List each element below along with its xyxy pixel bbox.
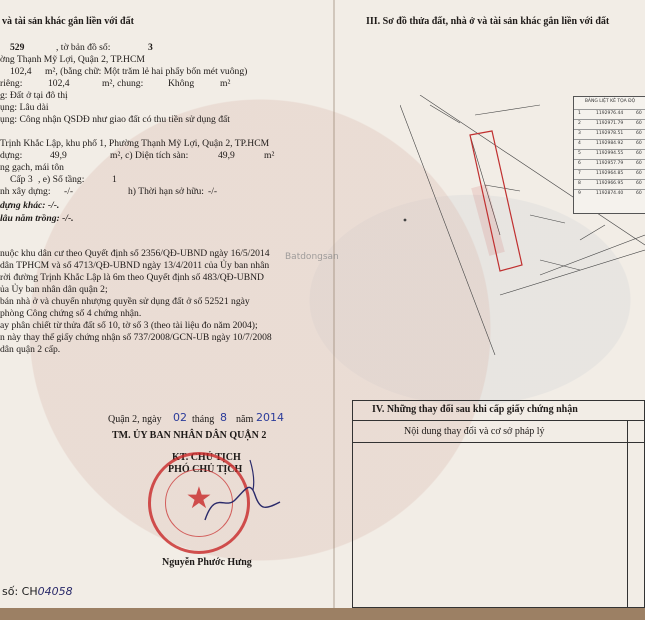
build-year-label: nh xây dựng: <box>0 186 51 197</box>
signature-icon <box>195 450 285 530</box>
issue-month: 8 <box>220 411 227 424</box>
note-line: dân TPHCM và số 4713/QĐ-UBND ngày 13/4/2011 của Ủy ban nhân <box>0 260 270 271</box>
coordinate-table-title: BẢNG LIỆT KÊ TỌA ĐỘ <box>584 99 636 104</box>
land-use-purpose: g: Đất ở tại đô thị <box>0 90 68 101</box>
right-section-title: III. Sơ đồ thửa đất, nhà ở và tài sản khác gắn liền với đất <box>366 16 610 27</box>
building-grade: Cấp 3 <box>10 174 33 185</box>
note-line: nuộc khu dân cư theo Quyết định số 2356/QĐ-UBND ngày 16/5/2014 <box>0 248 270 259</box>
coordinate-table <box>573 96 645 214</box>
private-label: riêng: <box>0 78 23 89</box>
floor-area: 49,9 <box>218 150 235 161</box>
issue-year: 2014 <box>256 411 284 424</box>
build-year: -/- <box>64 186 74 197</box>
left-section-title: và tài sản khác gắn liền với đất <box>2 16 134 27</box>
building-structure: ng gạch, mái tôn <box>0 162 64 173</box>
changes-column-header: Nội dung thay đổi và cơ sở pháp lý <box>404 426 545 437</box>
table-row: 5 1192994.55 60 <box>574 149 645 158</box>
address-line: ờng Thạnh Mỹ Lợi, Quận 2, TP.HCM <box>0 54 145 65</box>
table-row: 6 1192957.79 60 <box>574 159 645 168</box>
changes-title: IV. Những thay đổi sau khi cấp giấy chứng nhận <box>372 404 578 415</box>
building-area: 49,9 <box>50 150 67 161</box>
land-use-origin: ụng: Công nhận QSDĐ như giao đất có thu tiền sử dụng đất <box>0 114 230 125</box>
kt-chairman: KT. CHỦ TỊCH <box>172 452 241 463</box>
house-address: Trịnh Khắc Lập, khu phố 1, Phường Thạnh Mỹ Lợi, Quận 2, TP.HCM <box>0 138 270 149</box>
issue-date-prefix: Quận 2, ngày <box>108 414 162 425</box>
shared-unit: m² <box>220 78 231 89</box>
vice-chairman: PHÓ CHỦ TỊCH <box>168 464 243 475</box>
changes-table <box>352 400 645 608</box>
table-row: 7 1192964.85 60 <box>574 169 645 178</box>
area-in-words: m², (bằng chữ: Một trăm lẻ hai phẩy bốn mét vuông) <box>45 66 248 77</box>
map-sheet-label: , tờ bản đồ số: <box>56 42 111 53</box>
floors-count: 1 <box>112 174 117 185</box>
shared-area: Không <box>168 78 195 89</box>
building-area-label: dựng: <box>0 150 23 161</box>
table-row: 1 1192976.44 60 <box>574 109 645 118</box>
floor-area-label: m², c) Diện tích sàn: <box>110 150 189 161</box>
certificate-serial <box>2 585 73 598</box>
parcel-number: 529 <box>10 42 25 53</box>
table-row: 2 1192971.79 60 <box>574 119 645 128</box>
note-line: phòng Công chứng số 4 chứng nhận. <box>0 308 142 319</box>
issue-year-label: năm <box>236 414 254 425</box>
land-use-term: ụng: Lâu dài <box>0 102 49 113</box>
shared-label: m², chung: <box>102 78 144 89</box>
map-sheet-number: 3 <box>148 42 153 53</box>
floors-label: , e) Số tầng: <box>38 174 85 185</box>
ownership-term: -/- <box>208 186 218 197</box>
watermark: Batdongsan <box>285 252 339 262</box>
signer-name: Nguyễn Phước Hưng <box>162 557 252 568</box>
table-row: 4 1192984.92 60 <box>574 139 645 148</box>
note-line: ủa Ủy ban nhân dân quận 2; <box>0 284 108 295</box>
table-row: 8 1192966.95 60 <box>574 179 645 188</box>
table-row: 3 1192978.51 60 <box>574 129 645 138</box>
star-icon: ★ <box>185 482 213 515</box>
issue-month-label: tháng <box>192 414 215 425</box>
other-construction: dựng khác: -/-. <box>0 200 60 211</box>
ownership-term-label: h) Thời hạn sở hữu: <box>128 186 204 197</box>
perennial-trees: lâu năm trồng: -/-. <box>0 213 74 224</box>
note-line: bán nhà ở và chuyển nhượng quyền sử dụng đất ở số 52521 ngày <box>0 296 250 307</box>
serial-label: số: CH <box>2 585 38 598</box>
table-row: 9 1192874.40 60 <box>574 189 645 198</box>
floor-area-unit: m² <box>264 150 275 161</box>
note-line: n này thay thế giấy chứng nhận số 737/2008/GCN-UB ngày 10/7/2008 <box>0 332 272 343</box>
private-area: 102,4 <box>48 78 70 89</box>
note-line: dân quận 2 cấp. <box>0 344 61 355</box>
area-value: 102,4 <box>10 66 32 77</box>
serial-number: 04058 <box>37 585 73 598</box>
note-line: rời đường Trịnh Khắc Lập là 6m theo Quyết định số 483/QĐ-UBND <box>0 272 264 283</box>
issue-day: 02 <box>173 411 187 424</box>
center-fold <box>333 0 335 608</box>
authority-name: TM. ỦY BAN NHÂN DÂN QUẬN 2 <box>112 430 267 441</box>
note-line: ay phân chiết từ thửa đất số 10, tờ số 3 (theo tài liệu đo năm 2004); <box>0 320 258 331</box>
